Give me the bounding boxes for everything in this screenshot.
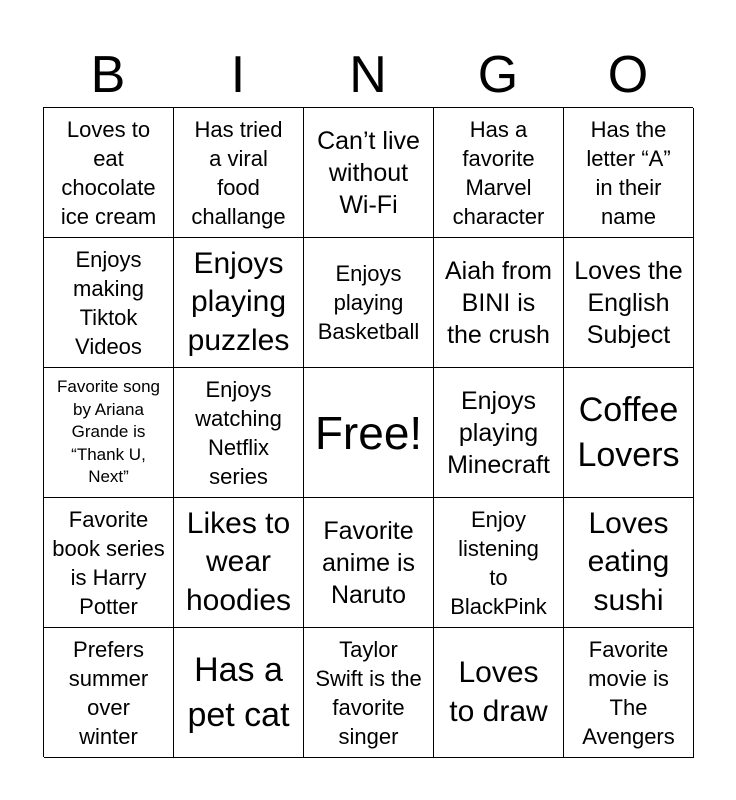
bingo-cell-text: Loves eating sushi [587,506,670,617]
bingo-cell-text: Favorite movie is The Avengers [582,636,675,749]
bingo-cell-r1c1[interactable] [44,108,174,238]
bingo-grid [43,107,693,757]
bingo-cell-text: Coffee Lovers [577,390,680,474]
bingo-cell-text: Favorite book series is Harry Potter [52,506,165,619]
bingo-cell-text: Favorite song by Ariana Grande is “Thank U, Next” [57,377,160,487]
bingo-cell-text: Favorite anime is Naruto [321,516,416,609]
header-letter-o: O [607,46,649,104]
bingo-cell-r1c5[interactable] [564,108,694,238]
bingo-cell-r4c4[interactable] [434,498,564,628]
bingo-cell-r5c4[interactable] [434,628,564,758]
bingo-cell-free[interactable] [304,368,434,498]
bingo-cell-r4c5[interactable] [564,498,694,628]
bingo-cell-r5c2[interactable] [174,628,304,758]
bingo-cell-text: Enjoys playing puzzles [187,246,290,357]
bingo-cell-text: Loves to eat chocolate ice cream [60,116,157,229]
bingo-cell-text: Aiah from BINI is the crush [445,256,552,349]
bingo-cell-r1c4[interactable] [434,108,564,238]
bingo-cell-r3c5[interactable] [564,368,694,498]
bingo-cell-r1c2[interactable] [174,108,304,238]
bingo-cell-r3c4[interactable] [434,368,564,498]
bingo-cell-r5c1[interactable] [44,628,174,758]
bingo-cell-text: Free! [314,406,423,459]
bingo-cell-r2c5[interactable] [564,238,694,368]
bingo-cell-r2c3[interactable] [304,238,434,368]
bingo-cell-text: Loves the English Subject [574,256,683,349]
bingo-cell-r4c2[interactable] [174,498,304,628]
bingo-cell-text: Taylor Swift is the favorite singer [315,636,422,749]
header-letter-n: N [349,46,387,104]
bingo-cell-text: Can’t live without Wi-Fi [317,126,420,219]
bingo-cell-text: Likes to wear hoodies [185,506,292,617]
bingo-cell-r2c2[interactable] [174,238,304,368]
bingo-cell-r2c4[interactable] [434,238,564,368]
bingo-cell-text: Enjoys watching Netflix series [195,376,282,489]
bingo-cell-text: Has tried a viral food challange [191,116,286,229]
bingo-cell-r1c3[interactable] [304,108,434,238]
bingo-cell-text: Enjoys playing Basketball [317,261,420,344]
bingo-cell-r4c1[interactable] [44,498,174,628]
bingo-cell-text: Loves to draw [449,656,548,728]
bingo-cell-r3c1[interactable] [44,368,174,498]
bingo-cell-text: Has a favorite Marvel character [452,116,545,229]
bingo-cell-text: Enjoy listening to BlackPink [450,506,547,619]
bingo-cell-text: Prefers summer over winter [68,636,149,749]
bingo-cell-r5c3[interactable] [304,628,434,758]
bingo-cell-r5c5[interactable] [564,628,694,758]
header-letter-b: B [90,46,126,104]
bingo-cell-text: Enjoys playing Minecraft [447,386,550,479]
bingo-cell-r4c3[interactable] [304,498,434,628]
bingo-cell-text: Has a pet cat [187,650,290,734]
header-letter-i: I [230,46,246,104]
bingo-header [43,44,693,106]
bingo-cell-text: Has the letter “A” in their name [586,116,671,229]
bingo-cell-r2c1[interactable] [44,238,174,368]
bingo-cell-r3c2[interactable] [174,368,304,498]
header-letter-g: G [477,46,519,104]
bingo-cell-text: Enjoys making Tiktok Videos [73,246,144,359]
